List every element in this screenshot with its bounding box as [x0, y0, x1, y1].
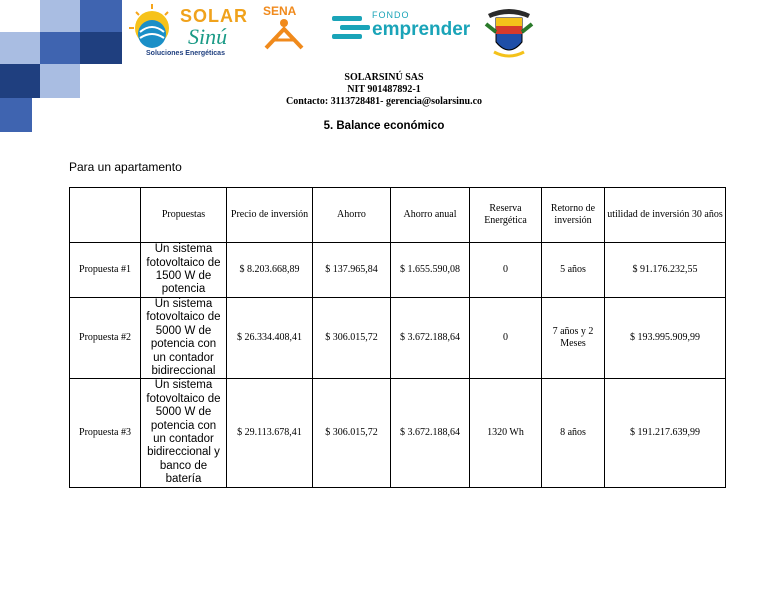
investment-return: 8 años — [542, 379, 605, 487]
solar-tagline: Soluciones Energéticas — [146, 50, 225, 57]
savings: $ 137.965,84 — [313, 243, 391, 298]
emprender-arrows-icon — [332, 14, 372, 42]
solar-brand-text: SOLAR — [180, 6, 248, 26]
sena-text: SENA — [263, 4, 297, 18]
proposal-description: Un sistema fotovoltaico de 5000 W de potencia con un contador bidireccional y banco de batería — [141, 379, 227, 487]
proposal-name: Propuesta #3 — [70, 379, 141, 487]
table-row — [70, 298, 726, 379]
header-cell: Ahorro anual — [391, 188, 470, 243]
savings: $ 306.015,72 — [313, 298, 391, 379]
header-cell — [70, 188, 141, 243]
proposal-description: Un sistema fotovoltaico de 5000 W de potencia con un contador bidireccional — [141, 298, 227, 379]
header-cell: Precio de inversión — [227, 188, 313, 243]
header-cell: Reserva Energética — [470, 188, 542, 243]
sena-figure-icon — [262, 18, 306, 50]
table-row — [70, 243, 726, 298]
sinu-brand-text: Sinú — [188, 24, 228, 49]
company-name: SOLARSINÚ SAS — [344, 72, 424, 83]
corner-decoration — [0, 0, 125, 135]
emprender-text: emprender — [372, 19, 471, 40]
intro-text: Para un apartamento — [69, 160, 182, 174]
header-cell: Retorno de inversión — [542, 188, 605, 243]
savings: $ 306.015,72 — [313, 379, 391, 487]
sun-icon — [128, 2, 184, 56]
header-cell: Ahorro — [313, 188, 391, 243]
profit-30-years: $ 193.995.909,99 — [605, 298, 726, 379]
company-nit: NIT 901487892-1 — [347, 84, 421, 95]
balance-table — [69, 187, 726, 488]
sena-logo — [262, 4, 308, 48]
proposal-name: Propuesta #1 — [70, 243, 141, 298]
table-header-row — [70, 188, 726, 243]
decor-square — [0, 32, 40, 64]
energy-reserve: 0 — [470, 243, 542, 298]
annual-savings: $ 3.672.188,64 — [391, 379, 470, 487]
fondo-text: FONDO — [372, 10, 410, 20]
investment-return: 5 años — [542, 243, 605, 298]
proposal-description: Un sistema fotovoltaico de 1500 W de potencia — [141, 243, 227, 298]
proposal-name: Propuesta #2 — [70, 298, 141, 379]
investment-return: 7 años y 2 Meses — [542, 298, 605, 379]
investment-price: $ 29.113.678,41 — [227, 379, 313, 487]
fondo-emprender-logo — [332, 10, 471, 44]
investment-price: $ 26.334.408,41 — [227, 298, 313, 379]
header-cell: Propuestas — [141, 188, 227, 243]
section-title: 5. Balance económico — [323, 120, 445, 132]
company-contact: Contacto: 3113728481- gerencia@solarsinu.co — [285, 96, 483, 107]
investment-price: $ 8.203.668,89 — [227, 243, 313, 298]
coat-of-arms-icon — [482, 2, 536, 62]
solarsinu-logo — [128, 2, 248, 62]
header-cell: utilidad de inversión 30 años — [605, 188, 726, 243]
decor-square — [40, 0, 80, 32]
energy-reserve: 1320 Wh — [470, 379, 542, 487]
profit-30-years: $ 191.217.639,99 — [605, 379, 726, 487]
decor-square — [80, 0, 122, 32]
decor-square — [40, 32, 80, 64]
annual-savings: $ 1.655.590,08 — [391, 243, 470, 298]
annual-savings: $ 3.672.188,64 — [391, 298, 470, 379]
profit-30-years: $ 91.176.232,55 — [605, 243, 726, 298]
energy-reserve: 0 — [470, 298, 542, 379]
decor-square — [80, 32, 122, 64]
table-row — [70, 379, 726, 487]
coat-of-arms-logo — [482, 2, 536, 62]
